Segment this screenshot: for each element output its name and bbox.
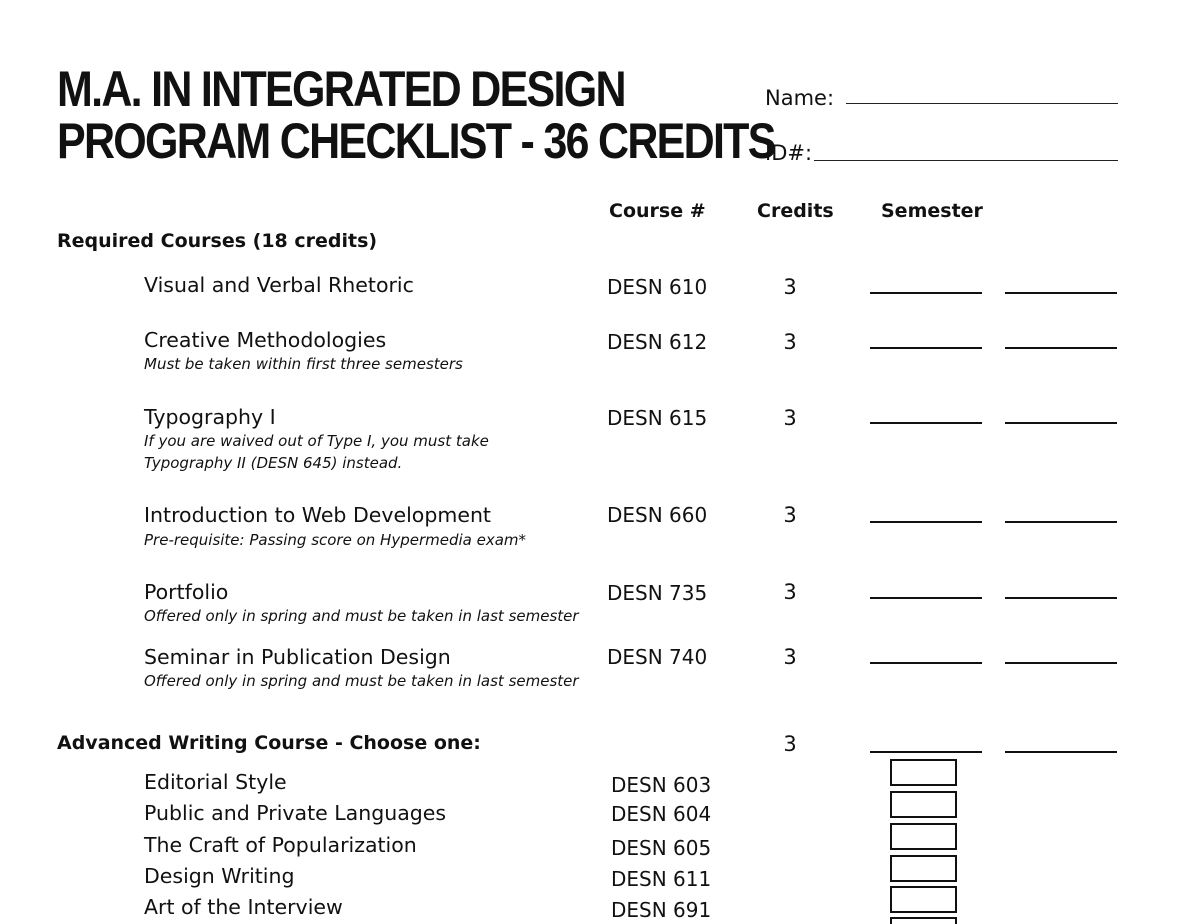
course-note: Offered only in spring and must be taken in last semester <box>144 607 579 625</box>
required-heading: Required Courses (18 credits) <box>57 230 378 252</box>
course-code: DESN 612 <box>607 330 708 354</box>
title-line-2: PROGRAM CHECKLIST - 36 CREDITS <box>57 113 775 169</box>
option-code: DESN 603 <box>611 773 712 797</box>
semester-blank-2[interactable] <box>1005 347 1117 349</box>
semester-blank-1[interactable] <box>870 597 982 599</box>
option-name: Design Writing <box>144 864 295 888</box>
course-name: Portfolio <box>144 580 229 604</box>
course-credits: 3 <box>783 406 797 430</box>
option-code: DESN 611 <box>611 867 712 891</box>
option-checkbox[interactable] <box>890 791 957 818</box>
writing-heading: Advanced Writing Course - Choose one: <box>57 732 481 754</box>
option-checkbox[interactable] <box>890 855 957 882</box>
course-credits: 3 <box>783 645 797 669</box>
name-label: Name: <box>765 86 835 110</box>
option-name: Public and Private Languages <box>144 801 447 825</box>
course-code: DESN 610 <box>607 275 708 299</box>
column-credits: Credits <box>757 200 834 222</box>
course-name: Typography I <box>144 405 276 429</box>
name-field[interactable] <box>846 103 1118 104</box>
course-code: DESN 660 <box>607 503 708 527</box>
column-course: Course # <box>609 200 706 222</box>
column-semester: Semester <box>881 200 983 222</box>
semester-blank-2[interactable] <box>1005 292 1117 294</box>
option-checkbox[interactable] <box>890 823 957 850</box>
id-label: ID#: <box>765 141 813 165</box>
option-checkbox[interactable] <box>890 886 957 913</box>
semester-blank-1[interactable] <box>870 662 982 664</box>
semester-blank-2[interactable] <box>1005 422 1117 424</box>
course-note: If you are waived out of Type I, you must take <box>144 432 489 450</box>
course-note: Must be taken within first three semesters <box>144 355 463 373</box>
option-name: The Craft of Popularization <box>144 833 417 857</box>
option-checkbox[interactable] <box>890 917 957 924</box>
option-checkbox[interactable] <box>890 759 957 786</box>
course-credits: 3 <box>783 330 797 354</box>
semester-blank-2[interactable] <box>1005 521 1117 523</box>
course-credits: 3 <box>783 580 797 604</box>
semester-blank-1[interactable] <box>870 751 982 753</box>
course-name: Visual and Verbal Rhetoric <box>144 273 414 297</box>
course-note: Offered only in spring and must be taken in last semester <box>144 672 579 690</box>
option-code: DESN 604 <box>611 802 712 826</box>
course-credits: 3 <box>783 503 797 527</box>
course-code: DESN 735 <box>607 581 708 605</box>
title-line-1: M.A. IN INTEGRATED DESIGN <box>57 61 625 117</box>
course-note: Typography II (DESN 645) instead. <box>144 454 403 472</box>
writing-credits: 3 <box>783 732 797 756</box>
semester-blank-2[interactable] <box>1005 597 1117 599</box>
option-name: Art of the Interview <box>144 895 343 919</box>
semester-blank-1[interactable] <box>870 292 982 294</box>
option-code: DESN 605 <box>611 836 712 860</box>
option-name: Editorial Style <box>144 770 287 794</box>
course-name: Seminar in Publication Design <box>144 645 451 669</box>
course-name: Creative Methodologies <box>144 328 387 352</box>
semester-blank-2[interactable] <box>1005 662 1117 664</box>
course-credits: 3 <box>783 275 797 299</box>
course-code: DESN 740 <box>607 645 708 669</box>
id-field[interactable] <box>814 160 1118 161</box>
course-code: DESN 615 <box>607 406 708 430</box>
semester-blank-1[interactable] <box>870 521 982 523</box>
course-name: Introduction to Web Development <box>144 503 491 527</box>
semester-blank-2[interactable] <box>1005 751 1117 753</box>
semester-blank-1[interactable] <box>870 347 982 349</box>
option-code: DESN 691 <box>611 898 712 922</box>
semester-blank-1[interactable] <box>870 422 982 424</box>
course-note: Pre-requisite: Passing score on Hypermedia exam* <box>144 531 527 549</box>
